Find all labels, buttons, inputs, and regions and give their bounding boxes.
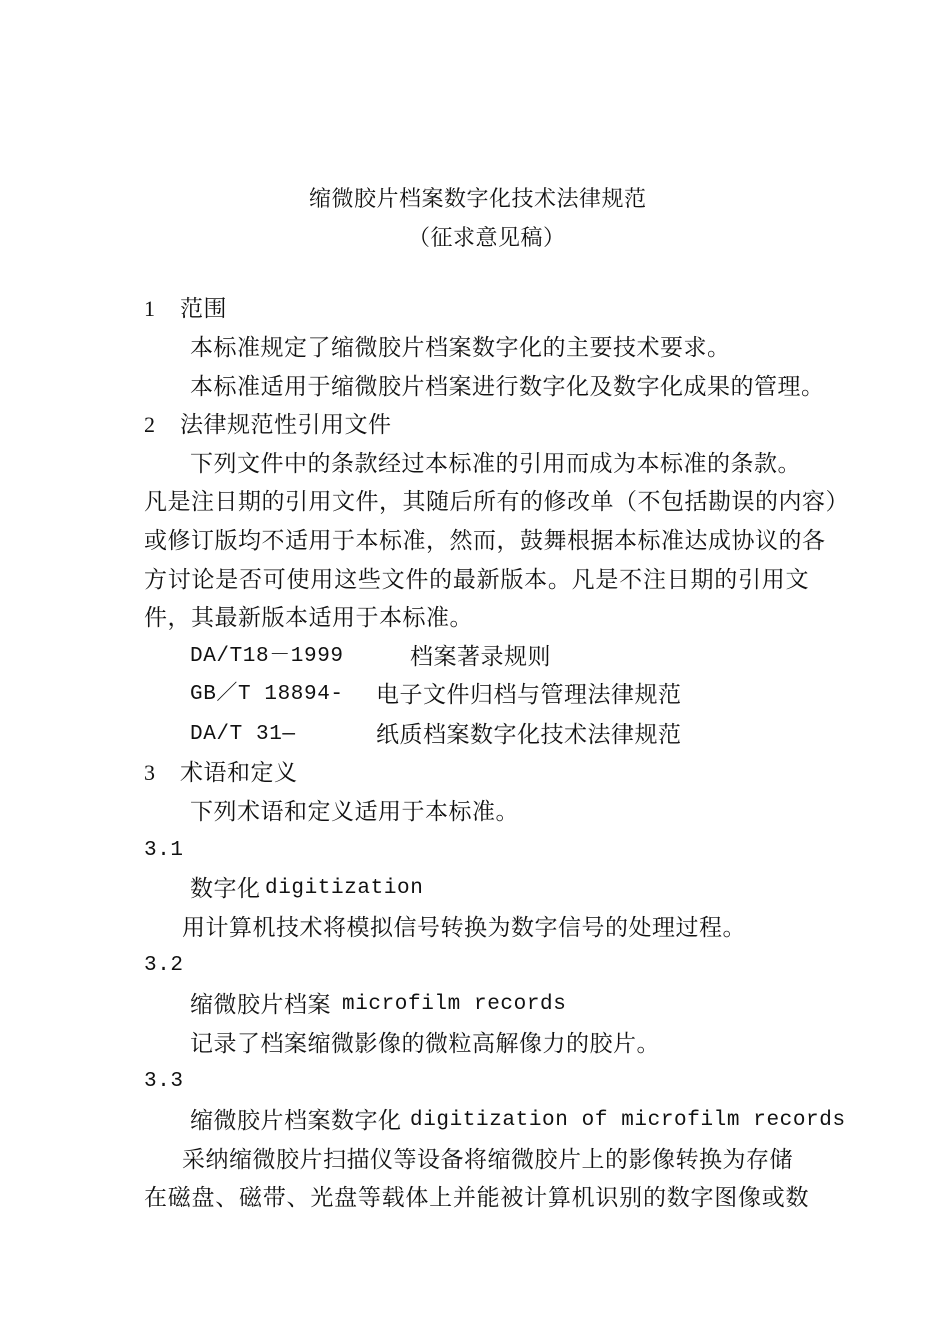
reference-code: GB／T 18894- [190,683,344,706]
term-name-en: digitization [265,877,424,900]
document-subtitle: （征求意见稿） [408,226,566,251]
section-1-paragraph-2: 本标准适用于缩微胶片档案进行数字化及数字化成果的管理。 [190,374,825,400]
term-definition: 记录了档案缩微影像的微粒高解像力的胶片。 [190,1031,660,1057]
term-number: 3.1 [144,839,184,862]
section-2-paragraph-line: 凡是注日期的引用文件，其随后所有的修改单（不包括勘误的内容） [144,489,849,515]
term-definition-line: 在磁盘、磁带、光盘等载体上并能被计算机识别的数字图像或数 [144,1185,809,1211]
term-number: 3.3 [144,1070,184,1093]
reference-title: 电子文件归档与管理法律规范 [376,682,682,708]
reference-code: DA/T 31— [190,723,296,746]
term-name-zh: 缩微胶片档案 [190,992,331,1018]
section-2-number: 2 [144,412,156,437]
section-1-heading: 范围 [180,296,227,322]
section-1-paragraph-1: 本标准规定了缩微胶片档案数字化的主要技术要求。 [190,335,731,361]
section-3-intro: 下列术语和定义适用于本标准。 [190,799,519,825]
term-name-en: digitization of microfilm records [410,1109,846,1132]
reference-code: DA/T18－1999 [190,645,344,668]
reference-title: 纸质档案数字化技术法律规范 [376,722,682,748]
term-name-en: microfilm records [342,993,567,1016]
section-2-paragraph-line: 或修订版均不适用于本标准，然而，鼓舞根据本标准达成协议的各 [144,528,826,554]
section-2-heading: 法律规范性引用文件 [180,412,392,438]
term-name-zh: 数字化 [190,876,261,902]
term-name-zh: 缩微胶片档案数字化 [190,1108,402,1134]
section-2-paragraph-line: 件，其最新版本适用于本标准。 [144,605,473,631]
term-definition-line: 采纳缩微胶片扫描仪等设备将缩微胶片上的影像转换为存储 [182,1147,793,1173]
section-2-paragraph-line: 下列文件中的条款经过本标准的引用而成为本标准的条款。 [190,451,801,477]
section-2-paragraph-line: 方讨论是否可使用这些文件的最新版本。凡是不注日期的引用文 [144,567,809,593]
document-title: 缩微胶片档案数字化技术法律规范 [309,187,647,212]
reference-title: 档案著录规则 [410,644,551,670]
section-1-number: 1 [144,296,156,321]
section-3-heading: 术语和定义 [180,760,298,786]
section-3-number: 3 [144,760,156,785]
term-definition: 用计算机技术将模拟信号转换为数字信号的处理过程。 [182,915,746,941]
term-number: 3.2 [144,954,184,977]
